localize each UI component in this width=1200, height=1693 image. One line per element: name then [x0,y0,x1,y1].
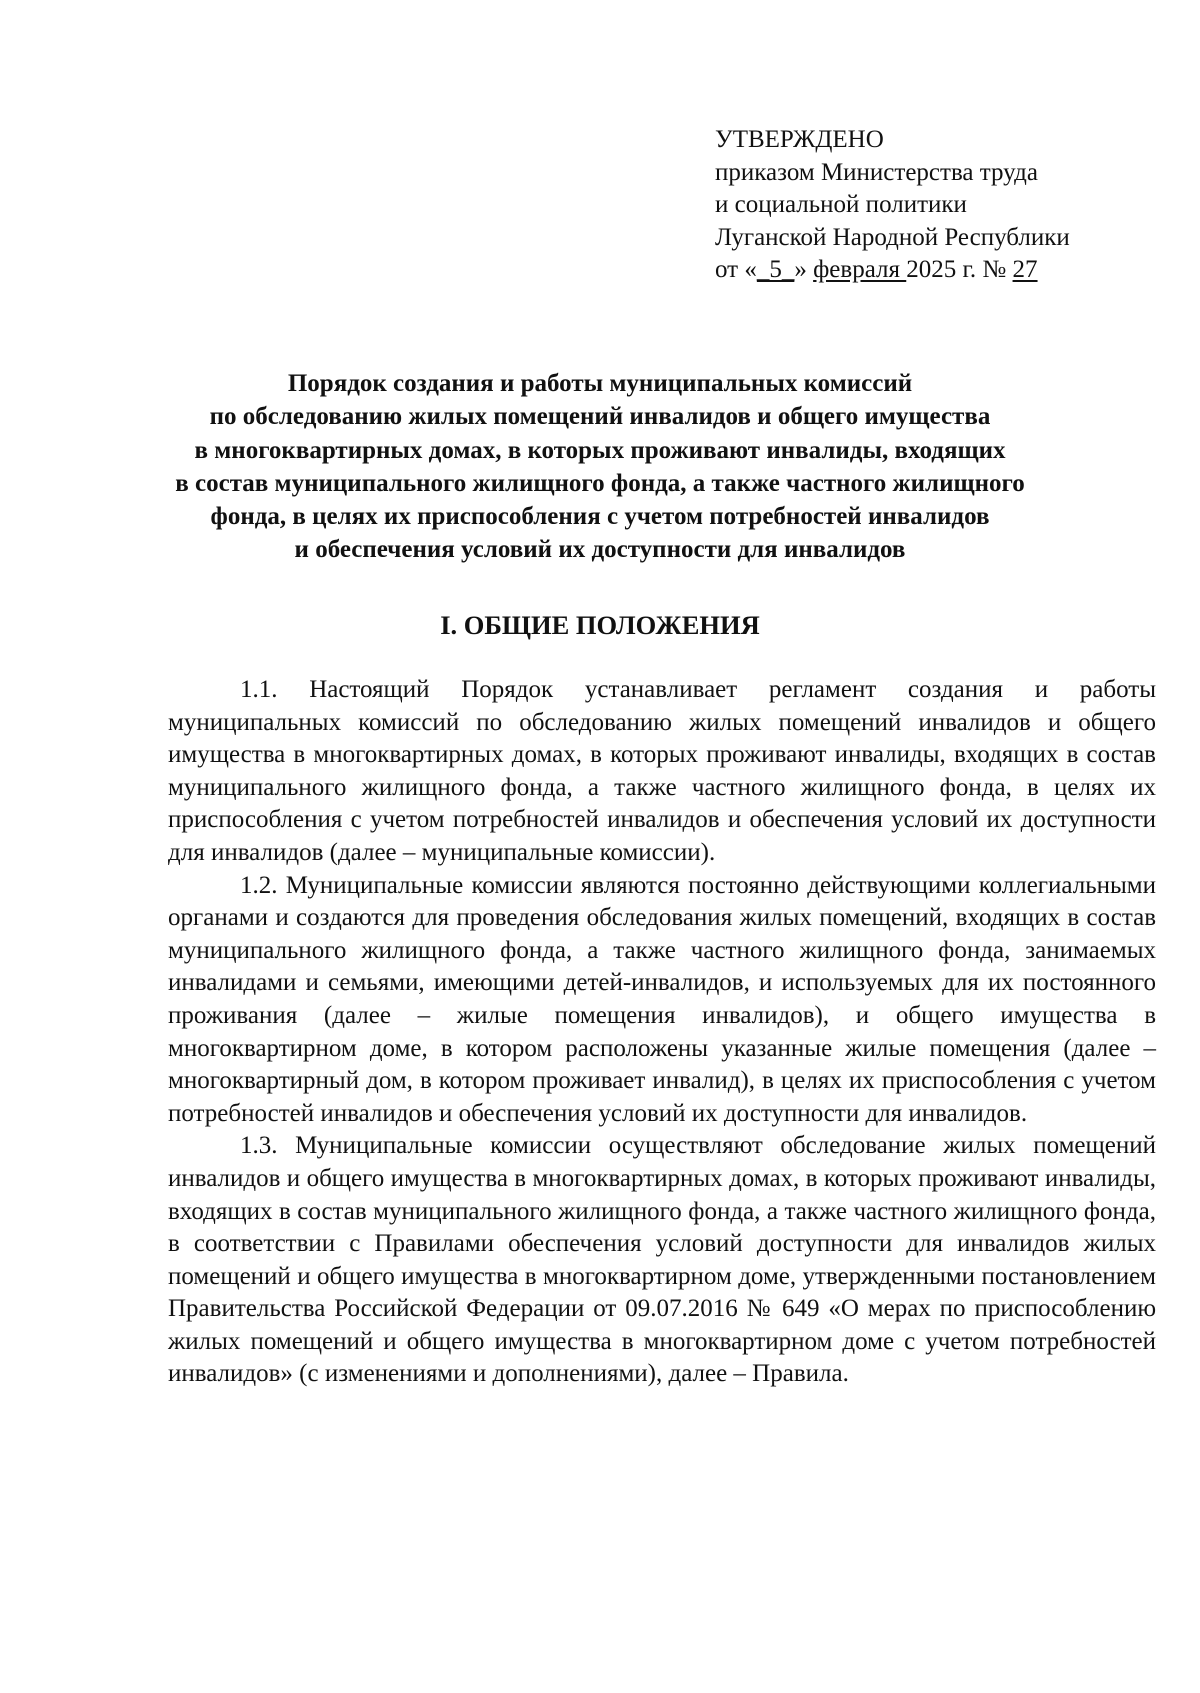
title-line: по обследованию жилых помещений инвалидов и общего имущества [209,403,991,431]
date-year: 2025 г. № [906,256,1013,283]
title-line: и обеспечения условий их доступности для инвалидов [294,536,906,564]
section-heading: I. ОБЩИЕ ПОЛОЖЕНИЯ [440,610,760,640]
order-number: 27 [1012,256,1038,283]
date-day: _5_ [756,256,795,283]
approval-stamp-block [715,124,1155,287]
document-body [168,674,1156,1391]
approval-heading: УТВЕРЖДЕНО [715,126,884,153]
title-line: фонда, в целях их приспособления с учетом потребностей инвалидов [210,503,990,531]
date-prefix: от « [715,256,757,283]
approval-line-republic: Луганской Народной Республики [715,223,1070,251]
title-line: в состав муниципального жилищного фонда, а также частного жилищного [175,469,1025,497]
approval-line-ministry: и социальной политики [715,191,967,218]
paragraph-1-1: 1.1. Настоящий Порядок устанавливает регламент создания и работы муниципальных комиссий по обследованию жилых помещений инвалидов и общего имущества в многоквартирных домах, в которых проживают инвалиды, входящих в состав муниципального жилищного фонда, а также частного жилищного фонда, в целях их приспособления с учетом потребностей инвалидов и обеспечения условий их доступности для инвалидов (далее – муниципальные комиссии). [168,676,1156,866]
approval-date-line [715,254,1155,287]
date-month: февраля [813,256,907,283]
title-line: Порядок создания и работы муниципальных комиссий [287,370,913,397]
paragraph-1-3: 1.3. Муниципальные комиссии осуществляют обследование жилых помещений инвалидов и общего имущества в многоквартирных домах, в которых проживают инвалиды, входящих в состав муниципального жилищного фонда, а также частного жилищного фонда, в соответствии с Правилами обеспечения условий доступности для инвалидов жилых помещений и общего имущества в многоквартирном доме, утвержденными постановлением Правительства Российской Федерации от 09.07.2016 № 649 «О мерах по приспособлению жилых помещений и общего имущества в многоквартирном доме с учетом потребностей инвалидов» (с изменениями и дополнениями), далее – Правила. [168,1132,1156,1388]
paragraph-1-2: 1.2. Муниципальные комиссии являются постоянно действующими коллегиальными органами и создаются для проведения обследования жилых помещений, входящих в состав муниципального жилищного фонда, а также частного жилищного фонда, занимаемых инвалидами и семьями, имеющими детей-инвалидов, и используемых для их постоянного проживания (далее – жилые помещения инвалидов), и общего имущества в многоквартирном доме, в котором расположены указанные жилые помещения (далее – многоквартирный дом, в котором проживает инвалид), в целях их приспособления с учетом потребностей инвалидов и обеспечения условий их доступности для инвалидов. [168,871,1156,1127]
approval-line-order: приказом Министерства труда [715,158,1038,186]
date-mid: » [794,256,814,283]
title-line: в многоквартирных домах, в которых проживают инвалиды, входящих [194,436,1006,464]
document-title [130,367,1070,567]
